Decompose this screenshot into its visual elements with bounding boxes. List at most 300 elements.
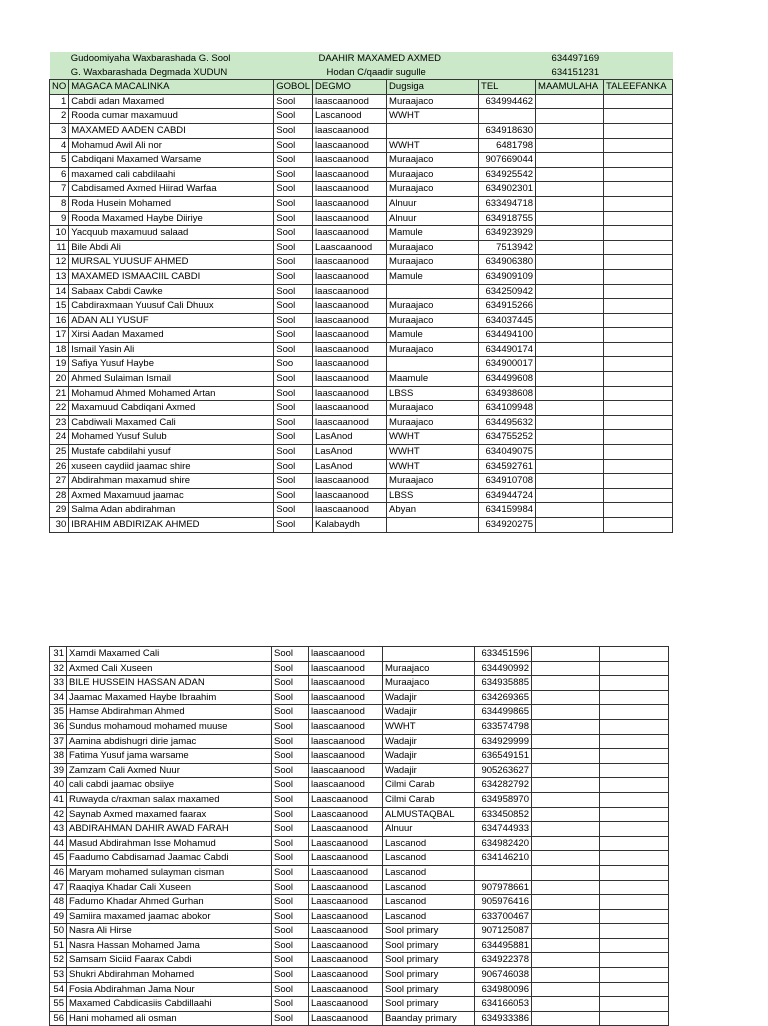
cell-phone: 634929999 <box>475 734 532 749</box>
cell-principal-phone <box>604 503 673 518</box>
cell-district: Laascaanood <box>309 822 383 837</box>
cell-region: Sool <box>272 1011 309 1026</box>
cell-phone: 634037445 <box>479 313 536 328</box>
cell-phone: 634109948 <box>479 401 536 416</box>
cell-principal <box>536 342 604 357</box>
cell-principal <box>536 211 604 226</box>
cell-region: Sool <box>272 953 309 968</box>
cell-region: Sool <box>272 938 309 953</box>
cell-phone: 907125087 <box>475 924 532 939</box>
table-row <box>50 676 669 691</box>
cell-region: Sool <box>272 734 309 749</box>
cell-phone: 634592761 <box>479 459 536 474</box>
cell-phone: 634918630 <box>479 123 536 138</box>
cell-principal-phone <box>600 968 669 983</box>
cell-principal <box>536 240 604 255</box>
table-row <box>50 690 669 705</box>
cell-principal-phone <box>600 982 669 997</box>
table-row <box>50 968 669 983</box>
table-row <box>50 749 669 764</box>
cell-principal <box>536 226 604 241</box>
column-header: MAGACA MACALINKA <box>69 80 274 95</box>
cell-school <box>383 647 475 662</box>
cell-teacher-name: Cabdi adan Maxamed <box>69 94 274 109</box>
header-line1-right: 634497169 <box>536 52 604 66</box>
cell-principal-phone <box>604 299 673 314</box>
cell-teacher-name: Samsam Siciid Faarax Cabdi <box>67 953 272 968</box>
cell-teacher-name: Jaamac Maxamed Haybe Ibraahim <box>67 690 272 705</box>
cell-region: Sool <box>274 109 313 124</box>
cell-school: WWHT <box>387 138 479 153</box>
table-row <box>50 342 673 357</box>
cell-district: laascaanood <box>313 94 387 109</box>
cell-phone: 634499608 <box>479 372 536 387</box>
cell-principal <box>536 313 604 328</box>
cell-teacher-name: Cabdiqani Maxamed Warsame <box>69 153 274 168</box>
cell-teacher-name: Mohamud Ahmed Mohamed Artan <box>69 386 274 401</box>
cell-no: 40 <box>50 778 67 793</box>
cell-no: 43 <box>50 822 67 837</box>
table-row <box>50 211 673 226</box>
cell-principal-phone <box>600 851 669 866</box>
cell-principal-phone <box>604 269 673 284</box>
cell-district: laascaanood <box>313 138 387 153</box>
cell-region: Sool <box>274 328 313 343</box>
cell-no: 34 <box>50 690 67 705</box>
cell-school: Muraajaco <box>383 661 475 676</box>
cell-no: 11 <box>50 240 69 255</box>
cell-region: Sool <box>272 676 309 691</box>
cell-principal <box>532 763 600 778</box>
cell-principal-phone <box>604 342 673 357</box>
table-row <box>50 661 669 676</box>
cell-phone: 634935885 <box>475 676 532 691</box>
cell-principal-phone <box>604 518 673 533</box>
cell-school: WWHT <box>387 109 479 124</box>
cell-principal-phone <box>604 474 673 489</box>
table-row <box>50 982 669 997</box>
cell-school: Sool primary <box>383 997 475 1012</box>
cell-school: Wadajir <box>383 763 475 778</box>
cell-district: LasAnod <box>313 459 387 474</box>
cell-region: Sool <box>274 474 313 489</box>
cell-teacher-name: Maxamed Cabdicasiis Cabdillaahi <box>67 997 272 1012</box>
cell-school: Muraajaco <box>387 182 479 197</box>
table-row <box>50 138 673 153</box>
cell-no: 12 <box>50 255 69 270</box>
cell-school: Muraajaco <box>383 676 475 691</box>
cell-principal <box>532 822 600 837</box>
cell-principal <box>536 299 604 314</box>
cell-principal-phone <box>604 240 673 255</box>
header-line1-left: Gudoomiyaha Waxbarashada G. Sool <box>69 52 274 66</box>
cell-school: Muraajaco <box>387 94 479 109</box>
cell-district: laascaanood <box>313 474 387 489</box>
cell-region: Sool <box>272 880 309 895</box>
table-row <box>50 705 669 720</box>
table-row <box>50 415 673 430</box>
cell-school: Muraajaco <box>387 240 479 255</box>
cell-phone: 907669044 <box>479 153 536 168</box>
cell-phone: 634159984 <box>479 503 536 518</box>
cell-no: 20 <box>50 372 69 387</box>
cell-region: Sool <box>274 255 313 270</box>
cell-district: Laascaanood <box>309 938 383 953</box>
cell-region: Sool <box>274 226 313 241</box>
cell-district: Laascaanood <box>313 240 387 255</box>
cell-school: Muraajaco <box>387 474 479 489</box>
cell-phone: 634250942 <box>479 284 536 299</box>
header-line1-center: DAAHIR MAXAMED AXMED <box>313 52 479 66</box>
cell-principal-phone <box>604 445 673 460</box>
cell-district: Laascaanood <box>309 982 383 997</box>
header-row-1 <box>50 52 673 66</box>
cell-teacher-name: Fadumo Khadar Ahmed Gurhan <box>67 895 272 910</box>
cell-principal <box>532 953 600 968</box>
cell-principal-phone <box>600 763 669 778</box>
cell-district: laascaanood <box>313 372 387 387</box>
cell-teacher-name: Cabdiwali Maxamed Cali <box>69 415 274 430</box>
cell-phone: 634049075 <box>479 445 536 460</box>
cell-phone: 906746038 <box>475 968 532 983</box>
cell-teacher-name: Yacquub maxamuud salaad <box>69 226 274 241</box>
cell-region: Sool <box>274 94 313 109</box>
cell-principal-phone <box>600 924 669 939</box>
cell-phone: 907978661 <box>475 880 532 895</box>
cell-region: Sool <box>272 807 309 822</box>
cell-principal-phone <box>604 211 673 226</box>
cell-phone: 633700467 <box>475 909 532 924</box>
cell-principal-phone <box>604 459 673 474</box>
column-header: TEL <box>479 80 536 95</box>
cell-principal <box>532 851 600 866</box>
cell-phone: 634269365 <box>475 690 532 705</box>
cell-teacher-name: Cabdiraxmaan Yuusuf Cali Dhuux <box>69 299 274 314</box>
cell-no: 9 <box>50 211 69 226</box>
cell-principal-phone <box>604 94 673 109</box>
cell-phone: 634922378 <box>475 953 532 968</box>
sheet-page-2 <box>49 646 669 1026</box>
cell-phone: 634915266 <box>479 299 536 314</box>
cell-school: Lascanod <box>383 880 475 895</box>
cell-teacher-name: cali cabdi jaamac obsiiye <box>67 778 272 793</box>
table-row <box>50 313 673 328</box>
table-row <box>50 488 673 503</box>
cell-school: Wadajir <box>383 690 475 705</box>
cell-teacher-name: Maryam mohamed sulayman cisman <box>67 865 272 880</box>
cell-phone: 634902301 <box>479 182 536 197</box>
cell-no: 27 <box>50 474 69 489</box>
table-row <box>50 518 673 533</box>
cell-teacher-name: Fosia Abdirahman Jama Nour <box>67 982 272 997</box>
cell-principal <box>536 182 604 197</box>
table-row <box>50 503 673 518</box>
cell-principal-phone <box>604 153 673 168</box>
cell-phone: 633574798 <box>475 719 532 734</box>
table-row <box>50 269 673 284</box>
cell-phone: 7513942 <box>479 240 536 255</box>
cell-no: 41 <box>50 792 67 807</box>
table-row <box>50 938 669 953</box>
cell-phone: 634982420 <box>475 836 532 851</box>
cell-principal <box>532 719 600 734</box>
cell-phone: 634980096 <box>475 982 532 997</box>
cell-no: 44 <box>50 836 67 851</box>
cell-principal-phone <box>604 255 673 270</box>
cell-principal <box>536 357 604 372</box>
cell-no: 42 <box>50 807 67 822</box>
cell-no: 45 <box>50 851 67 866</box>
cell-district: Laascaanood <box>309 807 383 822</box>
cell-principal <box>536 94 604 109</box>
cell-no: 49 <box>50 909 67 924</box>
cell-principal-phone <box>600 676 669 691</box>
cell-no: 53 <box>50 968 67 983</box>
cell-principal <box>532 778 600 793</box>
cell-school: Muraajaco <box>387 167 479 182</box>
table-row <box>50 123 673 138</box>
cell-no: 48 <box>50 895 67 910</box>
cell-school: ALMUSTAQBAL <box>383 807 475 822</box>
cell-principal-phone <box>600 734 669 749</box>
table-row <box>50 778 669 793</box>
cell-district: laascaanood <box>313 211 387 226</box>
cell-district: Laascaanood <box>309 1011 383 1026</box>
cell-region: Sool <box>272 865 309 880</box>
cell-phone: 634994462 <box>479 94 536 109</box>
cell-school: Muraajaco <box>387 342 479 357</box>
cell-principal <box>536 415 604 430</box>
cell-district: laascaanood <box>313 123 387 138</box>
cell-no: 8 <box>50 196 69 211</box>
cell-teacher-name: Raaqiya Khadar Cali Xuseen <box>67 880 272 895</box>
cell-teacher-name: Hani mohamed ali osman <box>67 1011 272 1026</box>
cell-teacher-name: ABDIRAHMAN DAHIR AWAD FARAH <box>67 822 272 837</box>
cell-district: Laascaanood <box>309 865 383 880</box>
header-line2-center: Hodan C/qaadir sugulle <box>313 66 479 80</box>
cell-teacher-name: Sabaax Cabdi Cawke <box>69 284 274 299</box>
cell-principal-phone <box>604 226 673 241</box>
cell-no: 25 <box>50 445 69 460</box>
cell-school: Abyan <box>387 503 479 518</box>
cell-teacher-name: Rooda cumar maxamuud <box>69 109 274 124</box>
cell-district: Laascaanood <box>309 953 383 968</box>
cell-school: Sool primary <box>383 968 475 983</box>
cell-principal <box>536 474 604 489</box>
cell-no: 14 <box>50 284 69 299</box>
cell-teacher-name: Nasra Ali Hirse <box>67 924 272 939</box>
cell-principal-phone <box>600 792 669 807</box>
cell-teacher-name: Mohamed Yusuf Sulub <box>69 430 274 445</box>
cell-no: 35 <box>50 705 67 720</box>
cell-phone: 633451596 <box>475 647 532 662</box>
cell-district: laascaanood <box>309 647 383 662</box>
cell-teacher-name: Shukri Abdirahman Mohamed <box>67 968 272 983</box>
cell-district: laascaanood <box>313 342 387 357</box>
cell-district: laascaanood <box>313 182 387 197</box>
cell-principal <box>536 109 604 124</box>
cell-district: laascaanood <box>313 415 387 430</box>
cell-principal-phone <box>604 138 673 153</box>
cell-no: 46 <box>50 865 67 880</box>
cell-school: Alnuur <box>383 822 475 837</box>
table-row <box>50 851 669 866</box>
cell-principal <box>536 328 604 343</box>
cell-principal-phone <box>604 488 673 503</box>
cell-teacher-name: maxamed cali cabdilaahi <box>69 167 274 182</box>
cell-phone: 634910708 <box>479 474 536 489</box>
cell-principal-phone <box>600 938 669 953</box>
cell-phone: 634755252 <box>479 430 536 445</box>
cell-principal <box>536 284 604 299</box>
cell-region: Sool <box>272 749 309 764</box>
cell-region: Sool <box>274 299 313 314</box>
cell-principal-phone <box>604 430 673 445</box>
cell-district: Laascaanood <box>309 924 383 939</box>
header-row-2 <box>50 66 673 80</box>
cell-teacher-name: Zamzam Cali Axmed Nuur <box>67 763 272 778</box>
table-row <box>50 299 673 314</box>
cell-district: laascaanood <box>313 153 387 168</box>
column-header: TALEEFANKA <box>604 80 673 95</box>
cell-school: Sool primary <box>383 953 475 968</box>
cell-school: Muraajaco <box>387 401 479 416</box>
cell-no: 16 <box>50 313 69 328</box>
cell-phone: 634958970 <box>475 792 532 807</box>
cell-principal <box>532 749 600 764</box>
cell-region: Sool <box>272 836 309 851</box>
cell-phone: 636549151 <box>475 749 532 764</box>
cell-principal-phone <box>604 328 673 343</box>
cell-school: Alnuur <box>387 196 479 211</box>
cell-region: Sool <box>272 690 309 705</box>
cell-district: laascaanood <box>309 661 383 676</box>
cell-region: Sool <box>274 415 313 430</box>
cell-school: Wadajir <box>383 705 475 720</box>
cell-principal-phone <box>604 182 673 197</box>
cell-principal <box>532 792 600 807</box>
cell-region: Sool <box>274 182 313 197</box>
cell-district: laascaanood <box>309 719 383 734</box>
cell-district: Kalabaydh <box>313 518 387 533</box>
cell-no: 21 <box>50 386 69 401</box>
cell-teacher-name: MAXAMED ISMAACIIL CABDI <box>69 269 274 284</box>
cell-phone <box>479 109 536 124</box>
cell-district: LasAnod <box>313 445 387 460</box>
cell-principal <box>536 269 604 284</box>
cell-teacher-name: Ismail Yasin Ali <box>69 342 274 357</box>
cell-teacher-name: Nasra Hassan Mohamed Jama <box>67 938 272 953</box>
table-row <box>50 240 673 255</box>
cell-school: Mamule <box>387 226 479 241</box>
cell-phone: 634282792 <box>475 778 532 793</box>
teacher-table-2 <box>49 646 669 1026</box>
cell-teacher-name: Bile Abdi Ali <box>69 240 274 255</box>
cell-region: Sool <box>272 997 309 1012</box>
cell-teacher-name: MURSAL YUUSUF AHMED <box>69 255 274 270</box>
cell-district: laascaanood <box>309 763 383 778</box>
cell-no: 47 <box>50 880 67 895</box>
table-row <box>50 734 669 749</box>
cell-teacher-name: BILE HUSSEIN HASSAN ADAN <box>67 676 272 691</box>
cell-principal <box>532 647 600 662</box>
cell-no: 3 <box>50 123 69 138</box>
cell-principal-phone <box>600 880 669 895</box>
cell-region: Sool <box>272 705 309 720</box>
table-row <box>50 924 669 939</box>
cell-region: Sool <box>274 518 313 533</box>
cell-phone: 634938608 <box>479 386 536 401</box>
cell-principal <box>532 865 600 880</box>
cell-region: Sool <box>274 342 313 357</box>
cell-principal-phone <box>600 705 669 720</box>
cell-phone: 634744933 <box>475 822 532 837</box>
table-row <box>50 109 673 124</box>
cell-principal-phone <box>604 109 673 124</box>
cell-region: Sool <box>272 982 309 997</box>
cell-no: 50 <box>50 924 67 939</box>
cell-principal <box>532 968 600 983</box>
cell-no: 23 <box>50 415 69 430</box>
cell-principal-phone <box>604 401 673 416</box>
cell-district: Laascaanood <box>309 792 383 807</box>
cell-no: 54 <box>50 982 67 997</box>
cell-school: Cilmi Carab <box>383 778 475 793</box>
cell-principal-phone <box>600 719 669 734</box>
cell-region: Sool <box>272 778 309 793</box>
cell-no: 28 <box>50 488 69 503</box>
cell-no: 32 <box>50 661 67 676</box>
cell-region: Sool <box>272 763 309 778</box>
cell-teacher-name: Axmed Cali Xuseen <box>67 661 272 676</box>
table-row <box>50 357 673 372</box>
cell-school: Sool primary <box>383 938 475 953</box>
cell-no: 39 <box>50 763 67 778</box>
cell-district: Laascaanood <box>309 997 383 1012</box>
cell-district: laascaanood <box>313 196 387 211</box>
cell-no: 37 <box>50 734 67 749</box>
column-header-row <box>50 80 673 95</box>
cell-teacher-name: Mustafe cabdilahi yusuf <box>69 445 274 460</box>
cell-no: 33 <box>50 676 67 691</box>
cell-region: Sool <box>274 503 313 518</box>
cell-principal <box>536 430 604 445</box>
cell-district: laascaanood <box>313 284 387 299</box>
cell-no: 38 <box>50 749 67 764</box>
cell-school: Sool primary <box>383 982 475 997</box>
cell-phone: 6481798 <box>479 138 536 153</box>
cell-no: 51 <box>50 938 67 953</box>
cell-phone: 634920275 <box>479 518 536 533</box>
cell-principal <box>536 123 604 138</box>
cell-no: 4 <box>50 138 69 153</box>
cell-phone: 634900017 <box>479 357 536 372</box>
cell-region: Sool <box>272 909 309 924</box>
cell-teacher-name: xuseen caydiid jaamac shire <box>69 459 274 474</box>
cell-no: 18 <box>50 342 69 357</box>
cell-district: laascaanood <box>309 690 383 705</box>
cell-principal-phone <box>600 997 669 1012</box>
cell-teacher-name: Salma Adan abdirahman <box>69 503 274 518</box>
cell-principal-phone <box>600 778 669 793</box>
cell-phone: 634499865 <box>475 705 532 720</box>
cell-principal <box>532 895 600 910</box>
cell-no: 1 <box>50 94 69 109</box>
cell-principal-phone <box>600 822 669 837</box>
cell-school: LBSS <box>387 488 479 503</box>
cell-no: 30 <box>50 518 69 533</box>
cell-school: Lascanod <box>383 909 475 924</box>
